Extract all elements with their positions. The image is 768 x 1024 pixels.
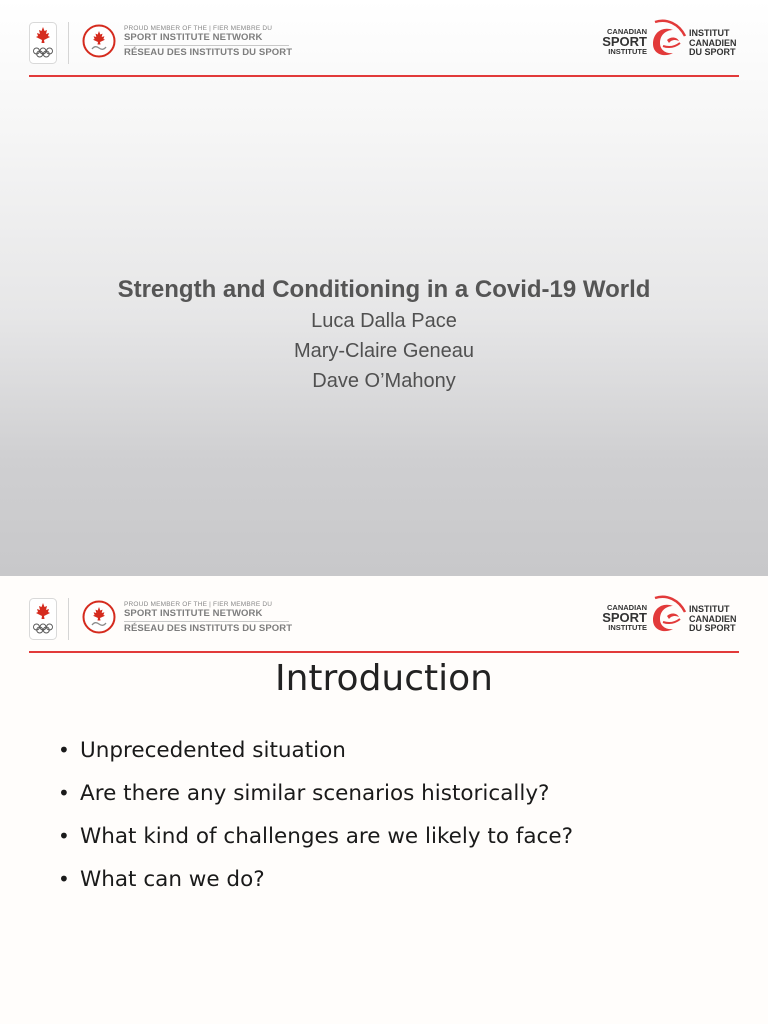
csi-swoosh-icon [647, 592, 689, 638]
header-rule [29, 651, 739, 653]
canadian-olympic-committee-logo [29, 22, 57, 64]
sport-institute-network-badge [124, 601, 294, 635]
network-name-fr: RÉSEAU DES INSTITUTS DU SPORT [124, 47, 293, 58]
logo-divider [68, 598, 69, 640]
bullet-icon: • [58, 824, 70, 848]
bullet-icon: • [58, 867, 70, 891]
csi-word-1: CANADIAN [607, 27, 647, 36]
bullet-text: What kind of challenges are we likely to face? [80, 824, 574, 849]
slide-header [0, 576, 768, 656]
bullet-item [58, 729, 573, 772]
author-name: Dave O’Mahony [312, 370, 456, 392]
canadian-olympic-committee-logo [29, 598, 57, 640]
introduction-slide [0, 576, 768, 1024]
network-name-en: SPORT INSTITUTE NETWORK [124, 608, 263, 619]
bullet-text: Unprecedented situation [80, 738, 346, 763]
isc-word-1: INSTITUT [689, 604, 730, 614]
isc-word-1: INSTITUT [689, 28, 730, 38]
bullet-text: Are there any similar scenarios historically? [80, 781, 550, 806]
slide-header [0, 0, 768, 80]
sport-institute-network-badge [124, 25, 294, 59]
network-tagline: PROUD MEMBER OF THE | FIER MEMBRE DU [124, 601, 273, 608]
network-name-en: SPORT INSTITUTE NETWORK [124, 32, 263, 43]
isc-word-2: CANADIEN [689, 613, 737, 624]
canadian-paralympic-committee-logo [82, 600, 116, 634]
bullet-icon: • [58, 738, 70, 762]
title-block [0, 274, 768, 396]
bullet-item [58, 815, 573, 858]
canadian-paralympic-committee-logo [82, 24, 116, 58]
isc-word-3: DU SPORT [689, 623, 736, 633]
author-name: Luca Dalla Pace [311, 310, 457, 332]
csi-word-2: SPORT [602, 34, 647, 49]
logo-divider [68, 22, 69, 64]
bullet-item [58, 858, 573, 901]
isc-word-3: DU SPORT [689, 47, 736, 57]
bullet-list [58, 729, 573, 901]
presentation-title: Strength and Conditioning in a Covid-19 World [117, 276, 651, 303]
canadian-sport-institute-logo [597, 592, 742, 638]
csi-word-3: INSTITUTE [608, 47, 647, 56]
bullet-icon: • [58, 781, 70, 805]
bullet-item [58, 772, 573, 815]
csi-word-3: INSTITUTE [608, 623, 647, 632]
canadian-sport-institute-logo [597, 16, 742, 62]
slide-title: Introduction [274, 658, 493, 699]
csi-word-2: SPORT [602, 610, 647, 625]
header-rule [29, 75, 739, 77]
network-tagline: PROUD MEMBER OF THE | FIER MEMBRE DU [124, 25, 273, 32]
author-name: Mary-Claire Geneau [293, 340, 475, 362]
network-name-fr: RÉSEAU DES INSTITUTS DU SPORT [124, 623, 293, 634]
isc-word-2: CANADIEN [689, 37, 737, 48]
bullet-text: What can we do? [80, 867, 265, 892]
csi-swoosh-icon [647, 16, 689, 62]
csi-word-1: CANADIAN [607, 603, 647, 612]
